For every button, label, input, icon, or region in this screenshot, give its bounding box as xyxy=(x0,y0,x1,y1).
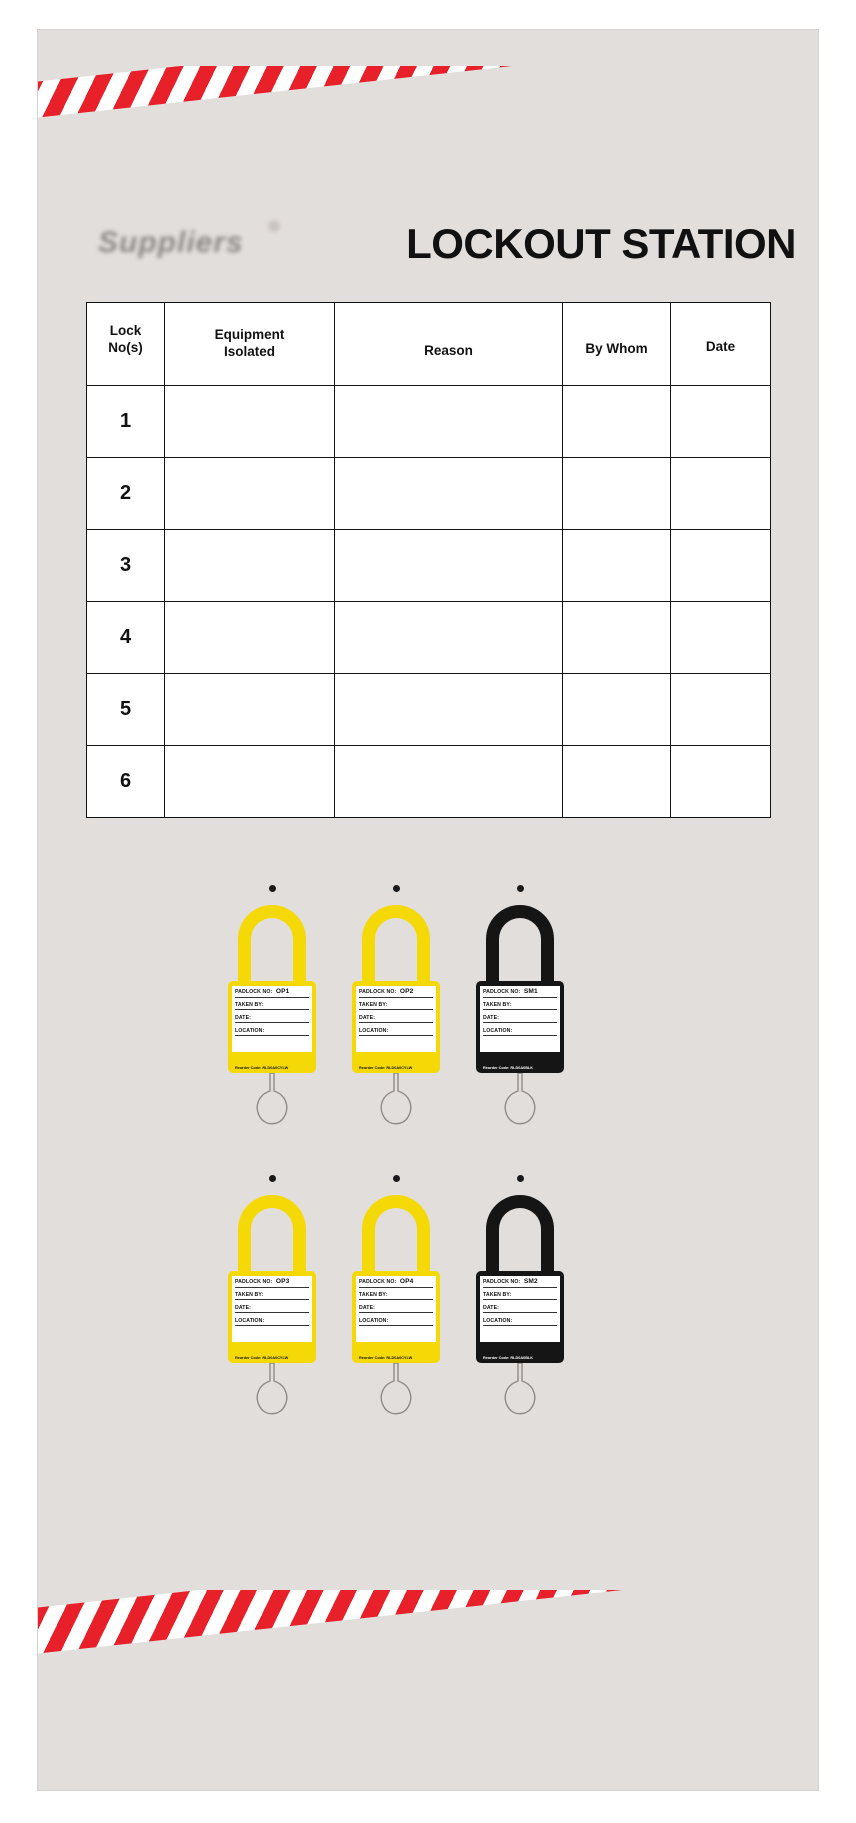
tag-date-label: DATE: xyxy=(235,1306,309,1313)
table-row xyxy=(87,602,771,674)
tag-padlock-no-row xyxy=(235,1279,309,1288)
tag-taken-by-label: TAKEN BY: xyxy=(235,1003,309,1010)
padlock-hook-icon xyxy=(250,1073,294,1135)
row-reason-cell[interactable] xyxy=(335,530,563,602)
row-by-whom-cell[interactable] xyxy=(563,602,671,674)
padlock-reorder-code: Reorder Code: RLD0A0BLK xyxy=(483,1356,533,1360)
row-equipment-cell[interactable] xyxy=(165,386,335,458)
row-date-cell[interactable] xyxy=(671,746,771,818)
tag-taken-by-label: TAKEN BY: xyxy=(359,1003,433,1010)
row-equipment-cell[interactable] xyxy=(165,674,335,746)
row-reason-cell[interactable] xyxy=(335,674,563,746)
padlock-reorder-code: Reorder Code: RLD0A0CYLW xyxy=(359,1356,413,1360)
hazard-stripe-top xyxy=(38,66,818,162)
padlock-OP3[interactable] xyxy=(204,1175,340,1455)
row-equipment-cell[interactable] xyxy=(165,530,335,602)
hook-peg-icon xyxy=(269,885,276,892)
tag-padlock-no-label: PADLOCK NO: xyxy=(359,1279,397,1285)
lock-no-line2: No(s) xyxy=(108,340,143,355)
tag-taken-by-label: TAKEN BY: xyxy=(359,1293,433,1300)
table-row xyxy=(87,746,771,818)
tag-padlock-code: OP4 xyxy=(399,1278,414,1285)
tag-location-label: LOCATION: xyxy=(359,1319,433,1326)
equipment-line1: Equipment xyxy=(214,327,285,343)
padlock-hook-icon xyxy=(498,1073,542,1135)
padlock-OP2[interactable] xyxy=(328,885,464,1165)
padlock-reorder-code: Reorder Code: RLD0A0CYLW xyxy=(235,1066,289,1070)
padlock-SM1[interactable] xyxy=(452,885,588,1165)
hook-peg-icon xyxy=(517,885,524,892)
row-by-whom-cell[interactable] xyxy=(563,746,671,818)
tag-date-label: DATE: xyxy=(235,1016,309,1023)
padlock-SM2[interactable] xyxy=(452,1175,588,1455)
row-lock-no: 3 xyxy=(87,530,165,602)
column-header-reason: Reason xyxy=(335,303,563,386)
row-equipment-cell[interactable] xyxy=(165,458,335,530)
row-lock-no: 2 xyxy=(87,458,165,530)
tag-location-label: LOCATION: xyxy=(483,1319,557,1326)
padlock-tag-label xyxy=(480,1276,560,1342)
supplier-logo xyxy=(98,226,298,290)
table-row xyxy=(87,530,771,602)
tag-taken-by-label: TAKEN BY: xyxy=(483,1293,557,1300)
tag-date-label: DATE: xyxy=(483,1016,557,1023)
padlock-row-2 xyxy=(38,1175,818,1465)
padlock-hook-icon xyxy=(498,1363,542,1425)
row-lock-no: 1 xyxy=(87,386,165,458)
lock-no-line1: Lock xyxy=(109,323,142,339)
tag-padlock-code: OP1 xyxy=(275,988,290,995)
hook-peg-icon xyxy=(393,1175,400,1182)
row-lock-no: 6 xyxy=(87,746,165,818)
tag-taken-by-label: TAKEN BY: xyxy=(235,1293,309,1300)
row-by-whom-cell[interactable] xyxy=(563,386,671,458)
logo-dot-icon xyxy=(268,220,280,232)
tag-location-label: LOCATION: xyxy=(359,1029,433,1036)
row-date-cell[interactable] xyxy=(671,530,771,602)
padlock-tag-label xyxy=(480,986,560,1052)
tag-padlock-no-row xyxy=(483,1279,557,1288)
tag-padlock-no-row xyxy=(235,989,309,998)
row-reason-cell[interactable] xyxy=(335,602,563,674)
hook-peg-icon xyxy=(517,1175,524,1182)
padlock-OP4[interactable] xyxy=(328,1175,464,1455)
padlock-row-1 xyxy=(38,885,818,1175)
table-row xyxy=(87,674,771,746)
padlock-body xyxy=(352,1271,440,1363)
padlock-area xyxy=(38,885,818,1465)
tag-padlock-no-label: PADLOCK NO: xyxy=(235,989,273,995)
tag-padlock-no-label: PADLOCK NO: xyxy=(359,989,397,995)
column-header-equipment-isolated xyxy=(165,303,335,386)
padlock-tag-label xyxy=(232,1276,312,1342)
padlock-tag-label xyxy=(356,1276,436,1342)
row-lock-no: 4 xyxy=(87,602,165,674)
padlock-body xyxy=(476,981,564,1073)
column-header-date: Date xyxy=(671,303,771,386)
padlock-hook-icon xyxy=(250,1363,294,1425)
tag-padlock-no-row xyxy=(359,1279,433,1288)
row-equipment-cell[interactable] xyxy=(165,602,335,674)
lockout-log-table xyxy=(86,302,771,818)
tag-location-label: LOCATION: xyxy=(235,1029,309,1036)
tag-padlock-no-row xyxy=(359,989,433,998)
padlock-hook-icon xyxy=(374,1073,418,1135)
hazard-stripe-bottom xyxy=(38,1590,818,1686)
tag-padlock-code: OP3 xyxy=(275,1278,290,1285)
lockout-station-board xyxy=(38,30,818,1790)
tag-date-label: DATE: xyxy=(359,1016,433,1023)
row-by-whom-cell[interactable] xyxy=(563,458,671,530)
equipment-line2: Isolated xyxy=(223,344,275,359)
tag-padlock-no-label: PADLOCK NO: xyxy=(483,989,521,995)
logo-text: Suppliers xyxy=(98,226,244,259)
padlock-tag-label xyxy=(356,986,436,1052)
tag-location-label: LOCATION: xyxy=(483,1029,557,1036)
row-lock-no: 5 xyxy=(87,674,165,746)
padlock-body xyxy=(352,981,440,1073)
tag-taken-by-label: TAKEN BY: xyxy=(483,1003,557,1010)
padlock-body xyxy=(228,981,316,1073)
hook-peg-icon xyxy=(269,1175,276,1182)
padlock-body xyxy=(476,1271,564,1363)
column-header-lock-no xyxy=(87,303,165,386)
padlock-reorder-code: Reorder Code: RLD0A0BLK xyxy=(483,1066,533,1070)
tag-padlock-no-label: PADLOCK NO: xyxy=(483,1279,521,1285)
padlock-OP1[interactable] xyxy=(204,885,340,1165)
padlock-reorder-code: Reorder Code: RLD0A0CYLW xyxy=(235,1356,289,1360)
column-header-by-whom: By Whom xyxy=(563,303,671,386)
tag-padlock-code: SM2 xyxy=(523,1278,538,1285)
tag-padlock-no-row xyxy=(483,989,557,998)
row-by-whom-cell[interactable] xyxy=(563,530,671,602)
page-title: LOCKOUT STATION xyxy=(406,220,796,267)
row-reason-cell[interactable] xyxy=(335,746,563,818)
table-row xyxy=(87,386,771,458)
row-date-cell[interactable] xyxy=(671,602,771,674)
tag-location-label: LOCATION: xyxy=(235,1319,309,1326)
hook-peg-icon xyxy=(393,885,400,892)
row-reason-cell[interactable] xyxy=(335,386,563,458)
padlock-body xyxy=(228,1271,316,1363)
row-date-cell[interactable] xyxy=(671,674,771,746)
tag-padlock-code: OP2 xyxy=(399,988,414,995)
padlock-tag-label xyxy=(232,986,312,1052)
row-date-cell[interactable] xyxy=(671,386,771,458)
row-date-cell[interactable] xyxy=(671,458,771,530)
row-reason-cell[interactable] xyxy=(335,458,563,530)
tag-padlock-no-label: PADLOCK NO: xyxy=(235,1279,273,1285)
tag-date-label: DATE: xyxy=(359,1306,433,1313)
padlock-reorder-code: Reorder Code: RLD0A0CYLW xyxy=(359,1066,413,1070)
row-by-whom-cell[interactable] xyxy=(563,674,671,746)
table-header-row xyxy=(87,303,771,386)
row-equipment-cell[interactable] xyxy=(165,746,335,818)
table-row xyxy=(87,458,771,530)
padlock-hook-icon xyxy=(374,1363,418,1425)
tag-date-label: DATE: xyxy=(483,1306,557,1313)
tag-padlock-code: SM1 xyxy=(523,988,538,995)
